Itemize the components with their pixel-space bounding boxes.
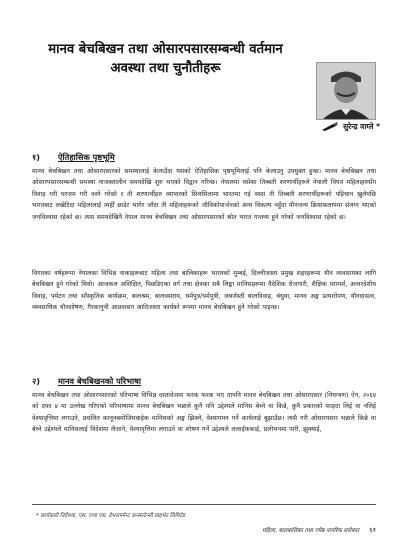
section-2-paragraph-1: मानव बेचबिखन तथा ओसारपसारको परिभाषा विभिन्न दस्तावेजमा फरक फरक भए तापनि मानव बेचबिखन तथा ओसारपसार (नियन्त्रण) ऐन, २०६४ को दफा ४ मा उल्लेख गरिएको परिभाषामा मानव बेचबिखन भन्नाले कुनै पनि उद्देश्यले मानिस बेच्ने वा किन्ने, कुनै प्रकारको फाइदा लिई वा नलिई वेश्यावृत्तिमा लगाउने, प्रचलित कानूनबमोजिमबाहेक मानिसको अङ्ग झिक्ने, वेश्यागमन गर्ने कार्यलाई बुझाउँछ। त्यसै गरी ओसारपसार भन्नाले किन्ने वा बेच्ने उद्देश्यले मानिसलाई विदेशमा लैजाने, वेश्यावृत्तिमा लगाउने वा शोषण गर्ने उद्देश्यले ललाईफकाई, प्रलोभनमा पारी, झुक्याई, (32, 392, 376, 434)
title-line-1: मानव बेचबिखन तथा ओसारपसारसम्बन्धी वर्तमान (48, 42, 283, 57)
section-1-number: १) (32, 152, 40, 162)
title-line-2: अवस्था तथा चुनौतीहरू (110, 61, 221, 76)
footnote: * कार्यकारी निर्देशक, एस. एण्ड एस. डेभलपमेन्ट कन्सल्टेन्सी प्राइभेट लिमिटेड (36, 513, 186, 519)
journal-name: महिला, बालबालिका तथा ज्येष्ठ नागरिक सरोकार (262, 527, 360, 534)
footnote-divider (32, 504, 376, 505)
section-1-paragraph-1: मानव बेचबिखन तथा ओसारपसारको समस्यालाई केलाउँदा यसको ऐतिहासिक पृष्ठभूमिलाई पनि केलाउनु उपयुक्त हुन्छ। मानव बेचबिखन तथा ओसारपसारसम्बन्धी समस्या नाजक्तालीन समयदेखि शुरु भएको विद्वान गरिन्छ। नेपालमा वसेका तिब्बती शरणार्थीहरुले नेपाली विपत्र महिलाहरुसँग विवाह गरी घरजम गरी वस्ने गरेको र ती शरणार्थीहरु व्यापारको सिलसिलामा भारतमा गई वस्दा ती तिब्बती शरणार्थीहरूको पहिचान खुलेपछि भारतबाट लखेटिदा महिलालाई त्यहीँ छाडेर भागेर जाँदा ती महिलाहरूको जीविकोपार्जनको अन्य विकल्प नहुँदा यौनजन्य क्रियाकलापमा संलग्न भएको जनविश्वास रहेको छ। त्यस समयदेखिनै नेपाल मानव बेचबिखन तथा ओसारपसारको स्रोत भारत गन्तव्य हुने गरेको जनविश्वास रहेको छ। (32, 168, 376, 221)
author-photo (316, 62, 376, 120)
section-1-paragraph-2: विगतका वर्षहरूमा नेपालका विभिन्न नाकाहरूबाट महिला तथा बालिकाहरू भारतको मुम्बई, दिल्लीजस्ता प्रमुख शहरहरूमा यौन व्यवसायका लागि बेचबिखन हुने गरेको थियो। आजकल अशिक्षित, पिछडिएका वर्ग तथा क्षेत्रका सबै लिङ्का मानिसहरूमा वैदेशिक रोजगारी, शैक्षिक परामर्श, अन्तरदेशीय विवाह, पर्यटन तथा साँस्कृतिक कार्यक्रम, बालश्रम, बालवसराय, धर्मपुत्र/धर्मपुत्री, जबर्जस्ती बालविवाह, बंधुवा, मानव अङ्ग प्रत्यारोपण, यौनदासत्व, व्यवसायिक यौनशोषण, गैरकानुनी आप्रवासन आदिजस्ता कार्यको रूपमा मानव बेचबिखन हुने गरेको पाइन्छ। (32, 270, 376, 312)
pen-icon (321, 122, 339, 132)
author-name: सुरेन्द्र वाग्ले * (343, 122, 380, 131)
section-1-title: ऐतिहासिक पृष्ठभूमि (58, 152, 115, 162)
section-2-number: २) (32, 376, 40, 386)
article-title (38, 40, 293, 78)
section-1-heading (32, 152, 115, 163)
page-number: ६१ (369, 526, 376, 534)
section-2-title: मानव बेचबिखनको परिभाषा (58, 376, 141, 386)
author-byline (240, 122, 380, 132)
page-footer (190, 525, 376, 534)
author-portrait-icon (317, 63, 375, 119)
section-2-heading (32, 376, 141, 387)
